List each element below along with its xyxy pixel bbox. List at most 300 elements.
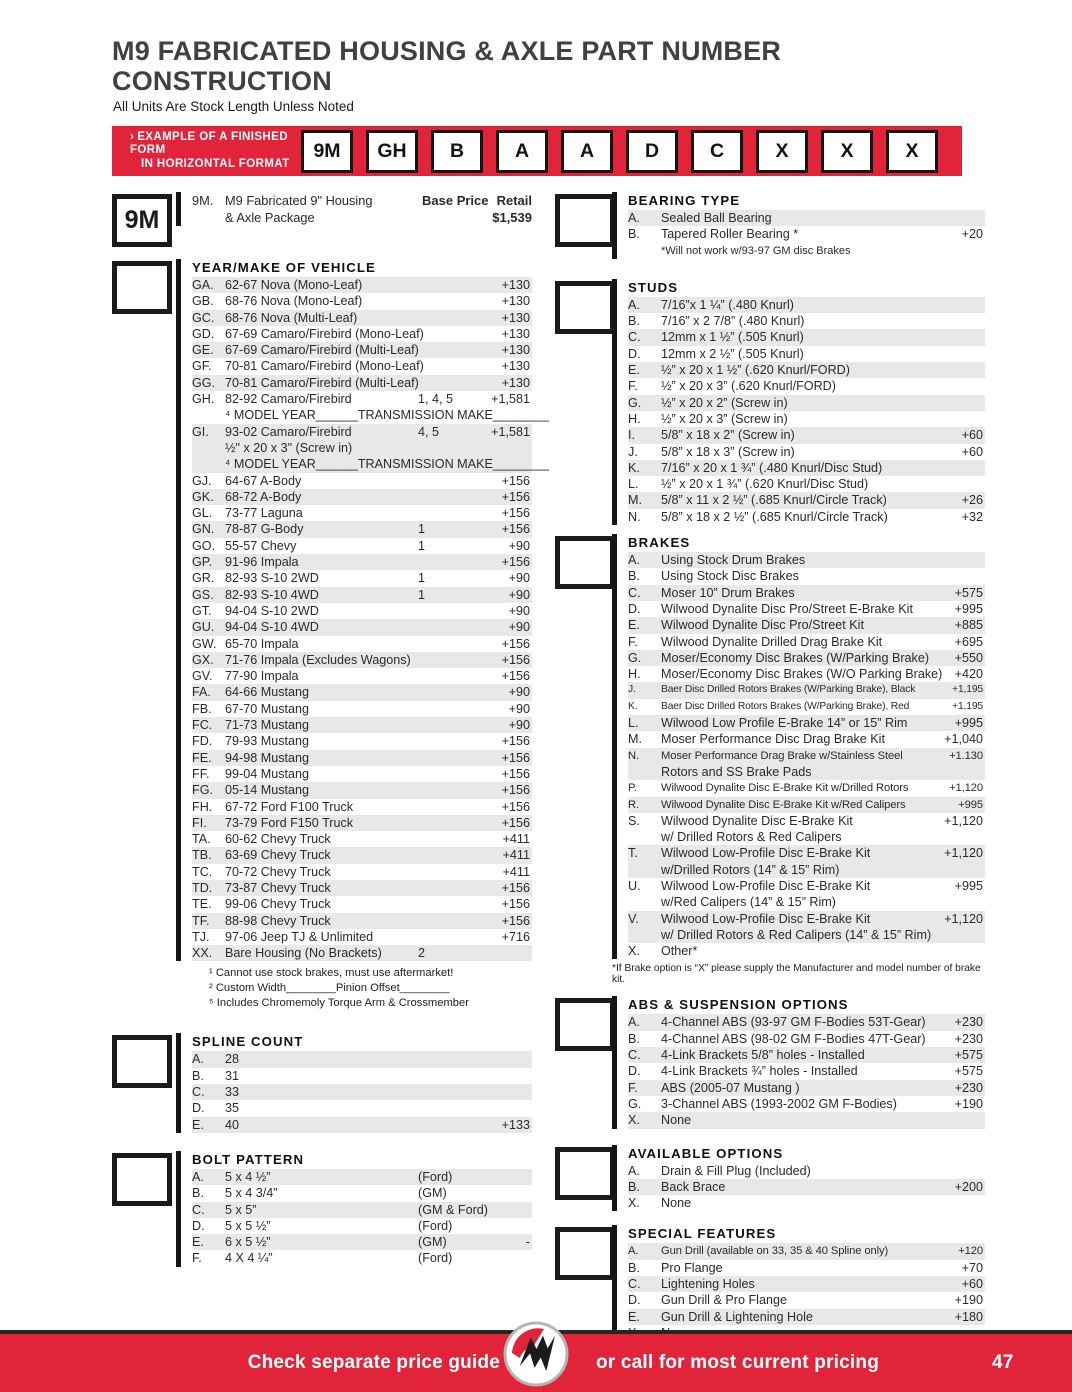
option-row-studs-e (628, 362, 985, 378)
row-price: +156 (501, 652, 530, 667)
row-mid: (GM) (418, 1235, 447, 1250)
option-row-abs-suspension-d (628, 1063, 985, 1079)
part-code-box-label: 9M (124, 206, 160, 234)
row-mid: (Ford) (418, 1218, 453, 1233)
row-desc: 91-96 Impala (225, 555, 299, 570)
page-header (112, 36, 972, 114)
row-price: +995 (958, 798, 983, 811)
row-code: E. (192, 1117, 204, 1132)
row-code: U. (628, 878, 641, 893)
row-code: FI. (192, 815, 207, 830)
row-mid: 1 (418, 571, 426, 586)
row-code: FH. (192, 799, 213, 814)
row-main-line (192, 847, 532, 863)
row-price: +1,195 (952, 684, 983, 696)
row-main-line (192, 913, 532, 929)
footer-right-text: or call for most current pricing (596, 1352, 880, 1373)
row-main-line (628, 568, 985, 584)
row-main-line (192, 293, 532, 309)
row-desc: Wilwood Low-Profile Disc E-Brake Kit (661, 911, 871, 926)
option-row-year-make-fg (192, 782, 532, 798)
row-main-line (192, 652, 532, 668)
row-price: +32 (961, 509, 983, 524)
row-code: A. (628, 1245, 639, 1258)
row-main-line (192, 1218, 532, 1234)
row-main-line (192, 619, 532, 635)
part-number-box-8: X (756, 130, 808, 173)
row-code: FD. (192, 734, 213, 749)
row-price: +26 (961, 493, 983, 508)
option-row-year-make-gd (192, 326, 532, 342)
option-row-studs-b (628, 313, 985, 329)
row-code: B. (628, 227, 640, 242)
row-main-line (628, 492, 985, 508)
row-code: C. (628, 330, 641, 345)
row-main-line (628, 329, 985, 345)
row-desc: 73-87 Chevy Truck (225, 880, 331, 895)
row-code: J. (628, 684, 636, 696)
row-main-line (628, 699, 985, 715)
section-year-make (112, 259, 549, 1011)
row-price: +90 (508, 603, 530, 618)
row-price: +70 (961, 1260, 983, 1275)
option-row-bolt-pattern-c (192, 1202, 532, 1218)
row-main-line (628, 552, 985, 568)
row-main-line (628, 748, 985, 764)
row-code: FG. (192, 783, 213, 798)
row-code: J. (628, 444, 638, 459)
retail-price: $1,539 (492, 210, 532, 225)
row-main-line (628, 362, 985, 378)
option-row-brakes-g (628, 650, 985, 666)
checkbox-year-make[interactable] (112, 261, 172, 314)
row-code: TC. (192, 864, 213, 879)
option-row-bolt-pattern-e (192, 1234, 532, 1250)
option-row-year-make-go (192, 538, 532, 554)
row-price: +156 (501, 636, 530, 651)
row-desc: 93-02 Camaro/Firebird (225, 424, 352, 439)
option-row-year-make-gf (192, 358, 532, 374)
row-main-line (192, 570, 532, 586)
row-code: D. (628, 1293, 641, 1308)
section-available-options (555, 1145, 985, 1212)
row-main-line (192, 782, 532, 798)
row-price: +90 (508, 685, 530, 700)
row-desc: 68-76 Nova (Mono-Leaf) (225, 294, 363, 309)
row-code: D. (628, 601, 641, 616)
checkbox-studs[interactable] (555, 281, 615, 334)
row-main-line (192, 505, 532, 521)
row-desc: 5/8” x 11 x 2 ½” (.685 Knurl/Circle Track) (661, 493, 887, 508)
row-code: FC. (192, 718, 213, 733)
row-main-line (628, 1047, 985, 1063)
row-desc: 67-70 Mustang (225, 701, 310, 716)
option-row-year-make-ff (192, 766, 532, 782)
row-desc: 60-62 Chevy Truck (225, 832, 331, 847)
row-price: +230 (954, 1080, 983, 1095)
row-main-line (192, 684, 532, 700)
row-main-line (192, 945, 532, 961)
row-code: F. (192, 1251, 202, 1266)
row-main-line (628, 731, 985, 747)
row-code: TE. (192, 897, 212, 912)
row-desc: Using Stock Disc Brakes (661, 569, 799, 584)
row-desc: Pro Flange (661, 1260, 723, 1275)
option-row-brakes-r (628, 797, 985, 813)
section-bar (176, 1033, 181, 1132)
section-title-bearing-type: BEARING TYPE (628, 193, 741, 208)
row-price: +995 (954, 716, 983, 731)
option-row-bolt-pattern-b (192, 1185, 532, 1201)
row-main-line (192, 701, 532, 717)
section-bearing-type (555, 192, 985, 259)
option-row-bearing-type-a (628, 210, 985, 226)
product-name-2: & Axle Package (225, 210, 315, 225)
row-code: XX. (192, 946, 213, 961)
row-desc: 55-57 Chevy (225, 538, 297, 553)
option-row-year-make-gb (192, 293, 532, 309)
row-code: E. (628, 1309, 640, 1324)
option-row-year-make-gt (192, 603, 532, 619)
checkbox-brakes[interactable] (555, 536, 615, 589)
row-price: +156 (501, 766, 530, 781)
row-code: T. (628, 846, 638, 861)
row-code: X. (628, 1113, 640, 1128)
row-code: G. (628, 395, 642, 410)
row-desc: 5 x 5 ½” (225, 1218, 271, 1233)
row-desc: 73-79 Ford F150 Truck (225, 815, 354, 830)
row-desc: 4-Link Brackets ¾” holes - Installed (661, 1064, 858, 1079)
row-code: H. (628, 667, 641, 682)
option-row-year-make-gu (192, 619, 532, 635)
row-main-line (628, 601, 985, 617)
row-desc: ABS (2005-07 Mustang ) (661, 1080, 800, 1095)
row-main-line (628, 1031, 985, 1047)
arrow-icon: › (130, 130, 135, 143)
option-row-studs-i (628, 427, 985, 443)
row-desc: 94-04 S-10 4WD (225, 620, 319, 635)
row-code: GH. (192, 392, 215, 407)
row-price: +90 (508, 718, 530, 733)
option-row-year-make-gk (192, 489, 532, 505)
footnote: ² Custom Width________Pinion Offset________ (209, 982, 450, 995)
row-desc: 28 (225, 1052, 240, 1067)
row-price: +90 (508, 620, 530, 635)
row-mid: (GM & Ford) (418, 1202, 488, 1217)
option-row-bolt-pattern-a (192, 1169, 532, 1185)
checkbox-abs-suspension[interactable] (555, 998, 615, 1051)
row-main-line (192, 1169, 532, 1185)
row-code: N. (628, 749, 639, 762)
checkbox-available-options[interactable] (555, 1147, 615, 1200)
row-desc: Sealed Ball Bearing (661, 211, 772, 225)
option-row-brakes-e (628, 617, 985, 633)
row-mid: (GM) (418, 1186, 447, 1201)
row-subline: w/ Drilled Rotors & Red Calipers (661, 830, 842, 845)
row-price: +156 (501, 783, 530, 798)
row-code: GO. (192, 538, 216, 553)
row-desc: Tapered Roller Bearing * (661, 227, 799, 242)
row-price: +1,120 (944, 813, 983, 828)
row-mid: (Ford) (418, 1251, 453, 1266)
row-price: +156 (501, 799, 530, 814)
option-row-brakes-n (628, 748, 985, 781)
checkbox-bolt-pattern[interactable] (112, 1153, 172, 1206)
option-row-year-make-gx (192, 652, 532, 668)
option-row-bearing-type-b (628, 226, 985, 259)
option-row-year-make-gh (192, 391, 549, 424)
row-main-line (628, 1260, 985, 1276)
row-code: GA. (192, 278, 214, 292)
row-desc: Wilwood Dynalite Disc E-Brake Kit w/Red Calipers (661, 798, 906, 811)
row-desc: Wilwood Dynalite Drilled Drag Brake Kit (661, 634, 883, 649)
row-desc: Gun Drill (available on 33, 35 & 40 Spline only) (661, 1245, 889, 1258)
row-price: +885 (954, 618, 983, 633)
base-price-label: Base Price (422, 193, 489, 208)
row-main-line (192, 554, 532, 570)
row-main-line (628, 1163, 985, 1179)
row-code: FF. (192, 766, 210, 781)
row-main-line (192, 310, 532, 326)
page-subtitle: All Units Are Stock Length Unless Noted (113, 99, 354, 114)
row-price: +130 (501, 310, 530, 325)
option-row-special-features-e (628, 1309, 985, 1325)
row-code: E. (628, 363, 640, 378)
row-code: GT. (192, 603, 212, 618)
row-main-line (628, 1112, 985, 1128)
row-price: +200 (954, 1179, 983, 1194)
row-code: TB. (192, 848, 212, 863)
option-row-brakes-x (628, 943, 985, 959)
option-row-studs-h (628, 411, 985, 427)
row-price: +90 (508, 587, 530, 602)
row-desc: 70-81 Camaro/Firebird (Multi-Leaf) (225, 375, 419, 390)
section-bar (612, 192, 617, 259)
row-price: +1,581 (491, 392, 530, 407)
row-mid: 1 (418, 538, 426, 553)
row-desc: 73-77 Laguna (225, 506, 303, 521)
row-main-line (628, 1063, 985, 1079)
row-desc: 31 (225, 1068, 240, 1083)
row-code: GE. (192, 343, 214, 358)
row-desc: 4 X 4 ¼” (225, 1251, 273, 1266)
row-code: L. (628, 716, 639, 731)
row-price: +1,040 (944, 732, 983, 747)
row-desc: 6 x 5 ½” (225, 1235, 271, 1250)
row-price: +156 (501, 506, 530, 521)
checkbox-spline-count[interactable] (112, 1035, 172, 1088)
row-main-line (628, 1096, 985, 1112)
row-main-line (192, 831, 532, 847)
row-code: GL. (192, 506, 213, 521)
row-price: +1,120 (949, 782, 983, 795)
section-bar (612, 1145, 617, 1212)
row-code: E. (628, 618, 640, 633)
row-main-line (628, 395, 985, 411)
row-main-line (192, 929, 532, 945)
part-code-box[interactable] (112, 194, 172, 247)
row-main-line (192, 1100, 532, 1116)
section-studs (555, 279, 985, 525)
row-code: FA. (192, 685, 211, 700)
row-desc: Moser Performance Drag Brake w/Stainless Steel (661, 749, 903, 762)
option-row-bolt-pattern-d (192, 1218, 532, 1234)
row-code: B. (192, 1068, 204, 1083)
row-code: C. (192, 1085, 205, 1100)
row-code: GJ. (192, 473, 212, 488)
section-footnotes (209, 966, 532, 1011)
row-desc: ½” x 20 x 1 ¾” (.620 Knurl/Disc Stud) (661, 477, 869, 492)
row-main-line (628, 1080, 985, 1096)
row-code: GF. (192, 359, 212, 374)
part-number-box-6: D (626, 130, 678, 173)
row-main-line (628, 444, 985, 460)
option-row-brakes-c (628, 585, 985, 601)
row-mid: (Ford) (418, 1169, 453, 1184)
main-content (112, 192, 1072, 1341)
row-desc: Using Stock Drum Brakes (661, 553, 806, 568)
row-desc: 35 (225, 1101, 240, 1116)
row-price: +133 (501, 1117, 530, 1132)
row-main-line (192, 864, 532, 880)
option-row-year-make-tc (192, 864, 532, 880)
row-code: K. (628, 700, 638, 712)
option-row-brakes-v (628, 911, 985, 944)
row-desc: 71-76 Impala (Excludes Wagons) (225, 652, 411, 667)
row-main-line (628, 210, 985, 226)
row-main-line (628, 813, 985, 829)
row-code: GX. (192, 652, 214, 667)
row-price: +156 (501, 734, 530, 749)
row-price: +60 (961, 444, 983, 459)
row-subline: w/Drilled Rotors (14” & 15” Rim) (661, 862, 840, 877)
row-desc: 68-76 Nova (Multi-Leaf) (225, 310, 358, 325)
option-row-abs-suspension-x (628, 1112, 985, 1128)
row-code: A. (628, 211, 640, 225)
row-desc: Wilwood Dynalite Disc E-Brake Kit (661, 813, 853, 828)
row-price: +420 (954, 667, 983, 682)
row-price: +1.130 (949, 749, 983, 762)
option-row-year-make-te (192, 896, 532, 912)
row-code: TF. (192, 913, 210, 928)
checkbox-special-features[interactable] (555, 1227, 615, 1280)
row-code: D. (628, 1064, 641, 1079)
option-row-brakes-a (628, 552, 985, 568)
row-code: R. (628, 798, 639, 811)
row-desc: Gun Drill & Pro Flange (661, 1293, 787, 1308)
option-row-year-make-ge (192, 342, 532, 358)
row-desc: 4-Channel ABS (93-97 GM F-Bodies 53T-Gear) (661, 1015, 926, 1030)
option-row-year-make-fb (192, 701, 532, 717)
row-desc: Wilwood Dynalite Disc E-Brake Kit w/Drilled Rotors (661, 782, 909, 795)
row-main-line (192, 538, 532, 554)
row-code: X. (628, 944, 640, 959)
option-row-year-make-fi (192, 815, 532, 831)
row-main-line (628, 509, 985, 525)
option-row-brakes-u (628, 878, 985, 911)
section-brakes (555, 534, 985, 985)
row-desc: 78-87 G-Body (225, 522, 304, 537)
row-main-line (628, 378, 985, 394)
option-row-spline-count-a (192, 1051, 532, 1067)
row-price: +995 (954, 601, 983, 616)
row-desc: 12mm x 2 ½” (.505 Knurl) (661, 346, 804, 361)
row-desc: Wilwood Low-Profile Disc E-Brake Kit (661, 846, 871, 861)
row-desc: 68-72 A-Body (225, 489, 302, 504)
row-price: +156 (501, 897, 530, 912)
row-price: +130 (501, 375, 530, 390)
row-desc: 79-93 Mustang (225, 734, 310, 749)
option-row-studs-l (628, 476, 985, 492)
row-desc: Wilwood Dynalite Disc Pro/Street Kit (661, 618, 864, 633)
option-row-brakes-f (628, 634, 985, 650)
row-code: M. (628, 493, 642, 508)
row-main-line (192, 424, 532, 440)
row-desc: Baer Disc Drilled Rotors Brakes (W/Parking Brake), Black (661, 684, 916, 696)
section-title-studs: STUDS (628, 279, 679, 295)
row-desc: Lightening Holes (661, 1277, 755, 1292)
section-bar (176, 1151, 181, 1267)
row-desc: 62-67 Nova (Mono-Leaf) (225, 278, 363, 292)
row-price: +575 (954, 585, 983, 600)
row-code: TA. (192, 832, 211, 847)
row-code: C. (628, 1277, 641, 1292)
part-number-boxes (301, 130, 962, 173)
row-code: GD. (192, 326, 215, 341)
row-code: GR. (192, 571, 215, 586)
page-number: 47 (992, 1352, 1014, 1373)
option-row-studs-a (628, 297, 985, 313)
row-desc: 5 x 4 3/4” (225, 1186, 278, 1201)
checkbox-bearing-type[interactable] (555, 194, 615, 247)
row-code: FE. (192, 750, 212, 765)
row-code: V. (628, 911, 639, 926)
row-price: +130 (501, 294, 530, 309)
row-main-line (628, 1014, 985, 1030)
row-main-line (192, 375, 532, 391)
section-title-bolt-pattern: BOLT PATTERN (192, 1151, 305, 1167)
row-code: GN. (192, 522, 215, 537)
row-code: TD. (192, 880, 213, 895)
row-main-line (628, 411, 985, 427)
section-title-brakes: BRAKES (628, 535, 691, 551)
row-main-line (192, 1068, 532, 1084)
row-main-line (628, 346, 985, 362)
row-code: F. (628, 379, 638, 394)
row-main-line (628, 1292, 985, 1308)
option-row-studs-k (628, 460, 985, 476)
option-row-spline-count-c (192, 1084, 532, 1100)
option-row-abs-suspension-b (628, 1031, 985, 1047)
row-desc: 7/16” x 2 7/8” (.480 Knurl) (661, 314, 805, 329)
row-desc: Moser/Economy Disc Brakes (W/Parking Brake) (661, 650, 930, 665)
row-code: GV. (192, 669, 213, 684)
row-code: N. (628, 509, 641, 524)
row-desc: ½” x 20 x 1 ½” (.620 Knurl/FORD) (661, 363, 850, 378)
row-main-line (192, 277, 532, 293)
section-title-abs-suspension: ABS & SUSPENSION OPTIONS (628, 997, 849, 1013)
row-price: +156 (501, 880, 530, 895)
row-main-line (628, 585, 985, 601)
row-price: +695 (954, 634, 983, 649)
row-desc: 3-Channel ABS (1993-2002 GM F-Bodies) (661, 1096, 897, 1111)
row-main-line (192, 1202, 532, 1218)
option-row-brakes-l (628, 715, 985, 731)
option-row-year-make-fc (192, 717, 532, 733)
row-desc: 94-04 S-10 2WD (225, 603, 319, 618)
row-price: +156 (501, 750, 530, 765)
row-code: B. (628, 569, 640, 584)
